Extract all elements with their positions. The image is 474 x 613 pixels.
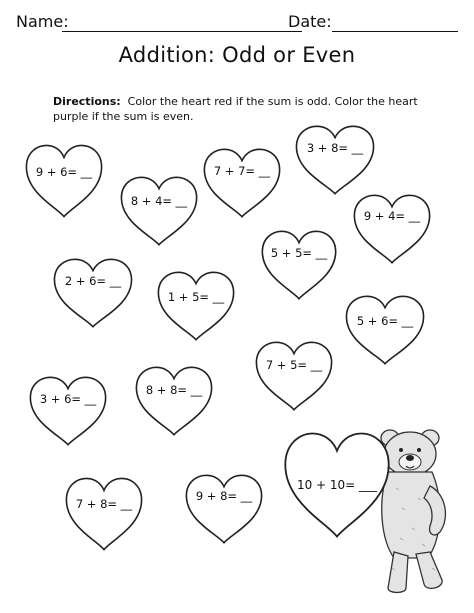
heart-outline-icon bbox=[119, 175, 199, 247]
heart-problem[interactable] bbox=[254, 340, 334, 412]
heart-problem[interactable] bbox=[294, 124, 376, 196]
heart-outline-icon bbox=[52, 257, 134, 329]
heart-problem[interactable] bbox=[352, 193, 432, 265]
heart-outline-icon bbox=[254, 340, 334, 412]
problem-text: 8 + 4= __ bbox=[130, 194, 188, 208]
problem-text: 9 + 4= __ bbox=[363, 209, 421, 223]
problem-text: 10 + 10= ___ bbox=[296, 478, 378, 492]
problem-text: 3 + 8= __ bbox=[306, 141, 364, 155]
directions-text: Color the heart red if the sum is odd. Color the heart purple if the sum is even. bbox=[53, 95, 418, 123]
problem-text: 7 + 5= __ bbox=[265, 358, 323, 372]
problem-text: 8 + 8= __ bbox=[145, 383, 203, 397]
directions bbox=[53, 94, 453, 124]
heart-problem[interactable] bbox=[24, 143, 104, 219]
problem-text: 2 + 6= __ bbox=[64, 274, 122, 288]
heart-outline-icon bbox=[184, 473, 264, 545]
heart-outline-icon bbox=[64, 476, 144, 552]
heart-outline-icon bbox=[156, 270, 236, 342]
problem-text: 9 + 8= __ bbox=[195, 489, 253, 503]
heart-problem[interactable] bbox=[156, 270, 236, 342]
heart-outline-icon bbox=[202, 147, 282, 219]
heart-outline-icon bbox=[134, 365, 214, 437]
heart-outline-icon bbox=[344, 294, 426, 366]
heart-problem[interactable] bbox=[119, 175, 199, 247]
page-title: Addition: Odd or Even bbox=[118, 43, 356, 67]
heart-problem[interactable] bbox=[260, 229, 338, 301]
problem-text: 3 + 6= __ bbox=[39, 392, 97, 406]
problem-text: 1 + 5= __ bbox=[167, 290, 225, 304]
name-date-row bbox=[16, 8, 458, 34]
heart-outline-icon bbox=[28, 375, 108, 447]
directions-label: Directions: bbox=[53, 95, 121, 108]
heart-outline-icon bbox=[24, 143, 104, 219]
heart-outline-icon bbox=[294, 124, 376, 196]
heart-problem[interactable] bbox=[28, 375, 108, 447]
name-line[interactable] bbox=[62, 31, 302, 32]
problem-text: 7 + 8= __ bbox=[75, 497, 133, 511]
big-heart-problem[interactable] bbox=[282, 430, 392, 540]
heart-problem[interactable] bbox=[134, 365, 214, 437]
heart-outline-icon bbox=[260, 229, 338, 301]
heart-problem[interactable] bbox=[52, 257, 134, 329]
name-label: Name: bbox=[16, 12, 69, 31]
problem-text: 5 + 6= __ bbox=[356, 314, 414, 328]
heart-problem[interactable] bbox=[202, 147, 282, 219]
heart-problem[interactable] bbox=[344, 294, 426, 366]
heart-problem[interactable] bbox=[184, 473, 264, 545]
problem-text: 5 + 5= __ bbox=[270, 246, 328, 260]
problem-text: 7 + 7= __ bbox=[213, 164, 271, 178]
heart-problem[interactable] bbox=[64, 476, 144, 552]
date-line[interactable] bbox=[332, 31, 458, 32]
date-label: Date: bbox=[288, 12, 332, 31]
problem-text: 9 + 6= __ bbox=[35, 165, 93, 179]
heart-outline-icon bbox=[352, 193, 432, 265]
